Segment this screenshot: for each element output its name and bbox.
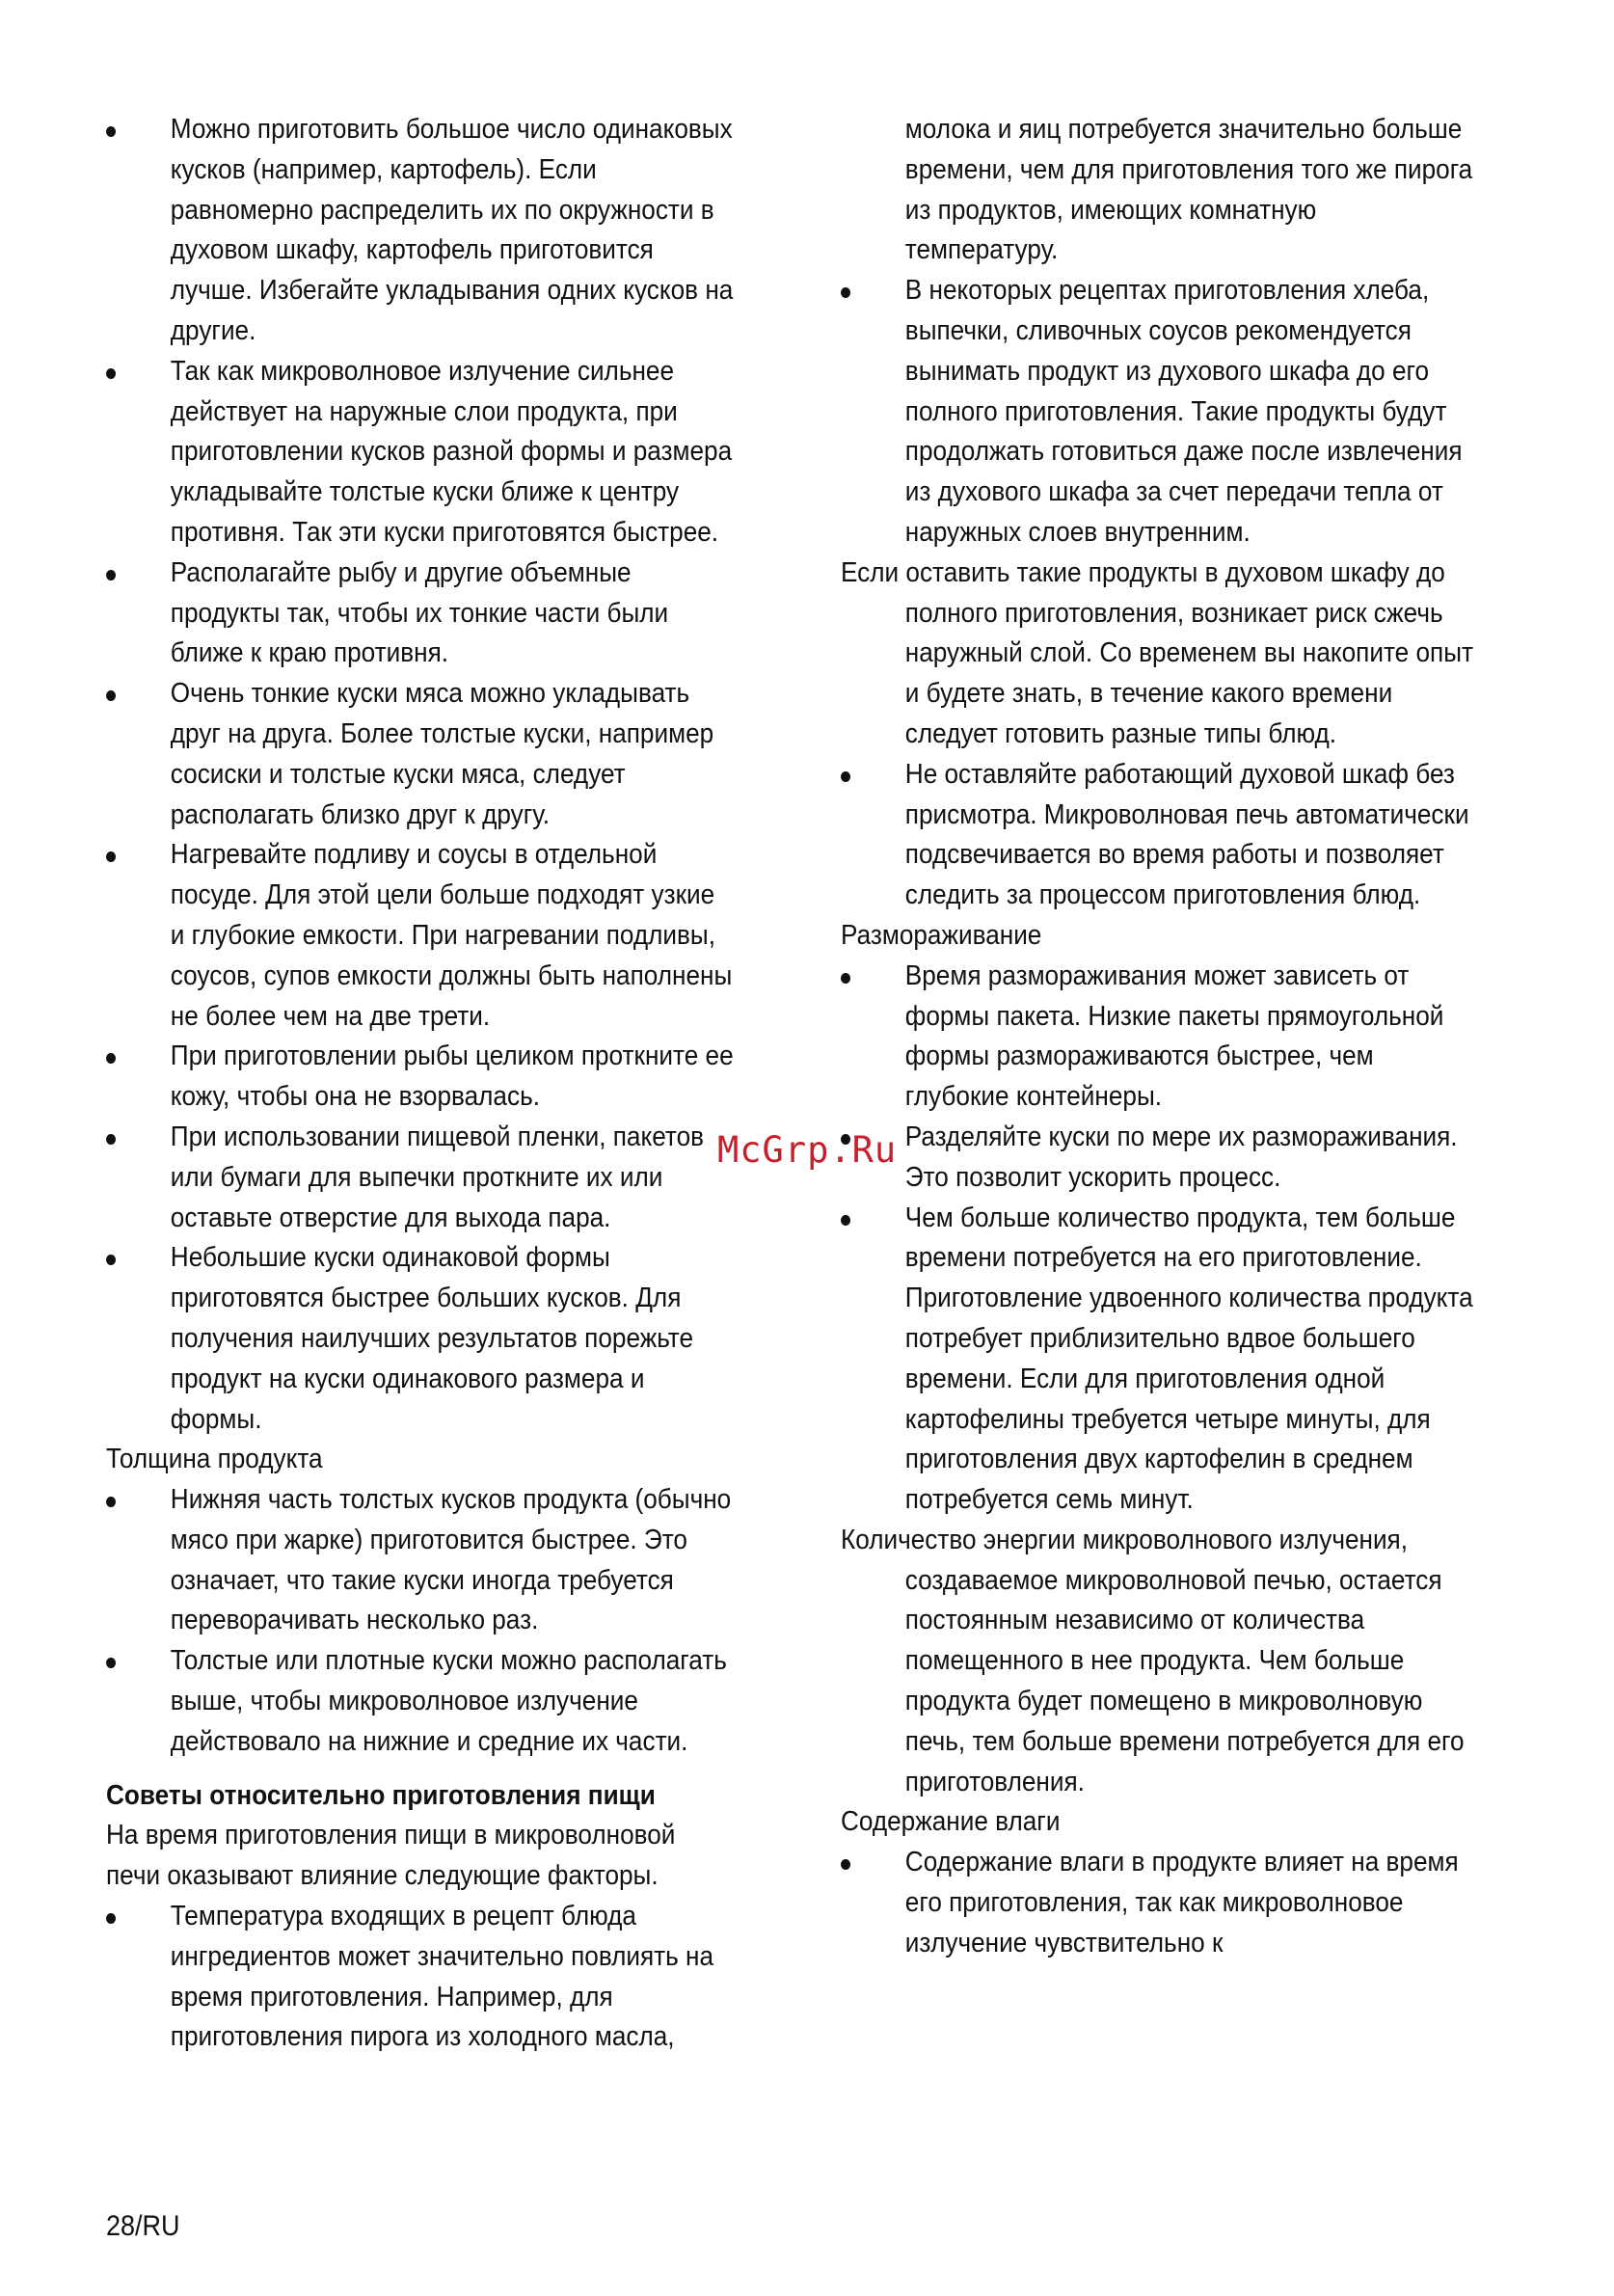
list-item-text: молока и яиц потребуется значительно больше времени, чем для приготовления того же пирога из продуктов, имеющих комнатную температуру. xyxy=(904,114,1473,266)
bullet-dot-icon xyxy=(841,287,850,298)
list-item-text: Нижняя часть толстых кусков продукта (обычно мясо при жарке) приготовится быстрее. Это означает, что такие куски иногда требуется переворачивать несколько раз. xyxy=(170,1484,732,1636)
list-item xyxy=(841,755,1476,916)
bullet-dot-icon xyxy=(106,1053,116,1064)
bullet-dot-icon xyxy=(841,771,850,782)
bullet-dot-icon xyxy=(106,1658,116,1668)
bullet-dot-icon xyxy=(841,1859,850,1870)
right-column xyxy=(841,110,1535,1964)
bullet-list xyxy=(106,110,793,1440)
list-item xyxy=(106,835,734,1037)
list-item-text: Можно приготовить большое число одинаковых кусков (например, картофель). Если равномерно распределить их по окружности в духовом шкафу, картофель приготовится лучше. Избегайте укладывания одних кусков на другие. xyxy=(170,114,734,346)
bullet-dot-icon xyxy=(106,126,116,137)
watermark: McGrp.Ru xyxy=(717,1129,898,1171)
bullet-dot-icon xyxy=(106,570,116,581)
page-number: 28/RU xyxy=(106,2210,180,2242)
bullet-dot-icon xyxy=(106,1134,116,1145)
subheading-defrost: Размораживание xyxy=(841,919,1042,951)
paragraph: Если оставить такие продукты в духовом шкафу до полного приготовления, возникает риск сжечь наружный слой. Со временем вы накопите опыт и будете знать, в течение какого времени следует готовить разные типы блюд. xyxy=(841,556,1473,749)
paragraph: Количество энергии микроволнового излучения, создаваемое микроволновой печью, остается постоянным независимо от количества помещенного в нее продукта. Чем больше продукта будет помещено в микроволновую печь, тем больше времени потребуется для его приготовления. xyxy=(841,1524,1465,1797)
list-item xyxy=(106,1641,734,1762)
bullet-list xyxy=(841,957,1535,1521)
list-item xyxy=(841,271,1476,554)
list-item-text: Разделяйте куски по мере их размораживания. Это позволит ускорить процесс. xyxy=(904,1121,1458,1193)
list-item-text: Так как микроволновое излучение сильнее действует на наружные слои продукта, при приготовлении кусков разной формы и размера укладывайте толстые куски ближе к центру противня. Так эти куски приготовятся быстрее. xyxy=(170,355,733,548)
list-item xyxy=(841,1843,1476,1963)
list-item xyxy=(106,1238,734,1440)
bullet-dot-icon xyxy=(106,1497,116,1507)
bullet-list xyxy=(106,1480,793,1763)
list-item xyxy=(841,1199,1476,1521)
list-item xyxy=(106,554,734,674)
bullet-dot-icon xyxy=(841,1215,850,1226)
bullet-list xyxy=(106,1897,793,2058)
list-item xyxy=(106,674,734,835)
list-item-text: Время размораживания может зависеть от формы пакета. Низкие пакеты прямоугольной формы размораживаются быстрее, чем глубокие контейнеры. xyxy=(904,959,1444,1113)
list-item xyxy=(106,1037,734,1118)
bullet-dot-icon xyxy=(106,368,116,379)
bullet-dot-icon xyxy=(106,1913,116,1924)
list-item-text: Небольшие куски одинаковой формы приготовятся быстрее больших кусков. Для получения наилучших результатов порежьте продукт на куски одинакового размера и формы. xyxy=(170,1242,694,1435)
continuation-text xyxy=(841,110,1476,271)
list-item-text: Не оставляйте работающий духовой шкаф без присмотра. Микроволновая печь автоматически подсвечивается во время работы и позволяет следить за процессом приготовления блюд. xyxy=(904,758,1469,911)
list-item-text: Чем больше количество продукта, тем больше времени потребуется на его приготовление. Приготовление удвоенного количества продукта потребует приблизительно вдвое большего времени. Если для приготовления одной картофелины требуется четыре минуты, для приготовления двух картофелин в среднем потребуется семь минут. xyxy=(904,1202,1473,1516)
list-item-text: Содержание влаги в продукте влияет на время его приготовления, так как микроволновое излучение чувствительно к xyxy=(904,1847,1459,1958)
bullet-dot-icon xyxy=(106,690,116,701)
subheading-moisture: Содержание влаги xyxy=(841,1806,1061,1838)
section-title: Советы относительно приготовления пищи xyxy=(106,1779,656,1811)
list-item xyxy=(106,352,734,554)
list-item-text: В некоторых рецептах приготовления хлеба, выпечки, сливочных соусов рекомендуется вынимать продукт из духового шкафа до его полного приготовления. Такие продукты будут продолжать готовиться даже после извлечения из духового шкафа за счет передачи тепла от наружных слоев внутренним. xyxy=(904,275,1463,548)
list-item-text: При приготовлении рыбы целиком проткните ее кожу, чтобы она не взорвалась. xyxy=(170,1040,734,1113)
list-item xyxy=(841,957,1476,1118)
bullet-list xyxy=(841,271,1535,554)
list-item-text: При использовании пищевой пленки, пакетов или бумаги для выпечки проткните их или оставьте отверстие для выхода пара. xyxy=(170,1121,705,1233)
list-item xyxy=(106,1897,734,2058)
bullet-dot-icon xyxy=(841,973,850,984)
list-item xyxy=(106,1118,734,1238)
bullet-list xyxy=(841,1843,1535,1963)
bullet-dot-icon xyxy=(106,1255,116,1265)
list-item-text: Располагайте рыбу и другие объемные продукты так, чтобы их тонкие части были ближе к краю противня. xyxy=(170,556,669,669)
list-item xyxy=(106,1480,734,1641)
list-item-text: Температура входящих в рецепт блюда ингредиентов может значительно повлиять на время приготовления. Например, для приготовления пирога из холодного масла, xyxy=(170,1901,714,2053)
list-item xyxy=(106,110,734,352)
bullet-dot-icon xyxy=(106,851,116,862)
section-intro: На время приготовления пищи в микроволновой печи оказывают влияние следующие факторы. xyxy=(106,1820,676,1892)
list-item-text: Толстые или плотные куски можно располагать выше, чтобы микроволновое излучение действовало на нижние и средние их части. xyxy=(170,1645,727,1757)
left-column xyxy=(106,110,793,2058)
list-item-text: Нагревайте подливу и соусы в отдельной посуде. Для этой цели больше подходят узкие и глубокие емкости. При нагревании подливы, соусов, супов емкости должны быть наполнены не более чем на две трети. xyxy=(170,839,733,1032)
list-item-text: Очень тонкие куски мяса можно укладывать друг на друга. Более толстые куски, например сосиски и толстые куски мяса, следует располагать близко друг к другу. xyxy=(170,678,714,830)
subheading-thickness: Толщина продукта xyxy=(106,1444,323,1475)
list-item xyxy=(841,1118,1476,1199)
bullet-list xyxy=(841,755,1535,916)
